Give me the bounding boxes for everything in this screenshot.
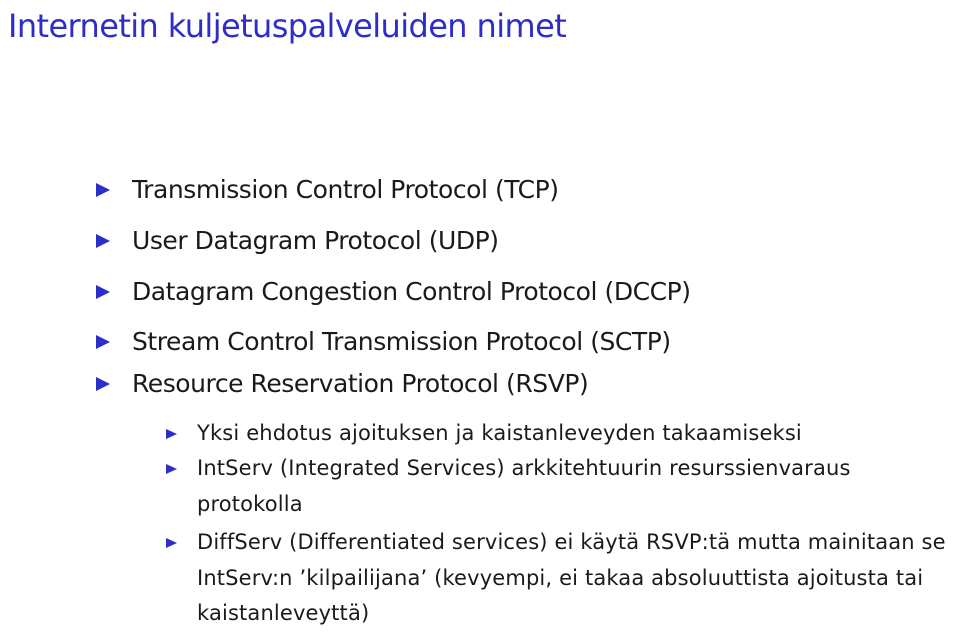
triangle-bullet-icon: [166, 429, 177, 439]
triangle-bullet-icon: [96, 234, 110, 248]
sub-list-item: [166, 525, 956, 632]
sub-list-item-text: Yksi ehdotus ajoituksen ja kaistanleveyden takaamiseksi: [197, 421, 802, 445]
triangle-bullet-icon: [96, 377, 110, 391]
sub-list-item-text: DiffServ (Differentiated services) ei käytä RSVP:tä mutta mainitaan se IntServ:n ’kilpailijana’ (kevyempi, ei takaa absoluuttista ajoitusta tai kaistanleveyttä): [197, 530, 946, 625]
list-item: [96, 324, 951, 360]
list-item: [96, 366, 951, 402]
list-item-text: User Datagram Protocol (UDP): [132, 226, 499, 255]
list-item-text: Datagram Congestion Control Protocol (DCCP): [132, 277, 691, 306]
list-item-text: Transmission Control Protocol (TCP): [132, 175, 559, 204]
sub-list-item: [166, 416, 956, 452]
triangle-bullet-icon: [166, 538, 177, 548]
list-item-text: Resource Reservation Protocol (RSVP): [132, 369, 589, 398]
sub-list-item-text: IntServ (Integrated Services) arkkitehtuurin resurssienvaraus protokolla: [197, 456, 851, 516]
triangle-bullet-icon: [166, 464, 177, 474]
sub-list-item: [166, 451, 956, 522]
list-item: [96, 274, 951, 310]
slide-title: Internetin kuljetuspalveluiden nimet: [8, 7, 567, 45]
list-item: [96, 172, 951, 208]
triangle-bullet-icon: [96, 335, 110, 349]
list-item-text: Stream Control Transmission Protocol (SCTP): [132, 327, 671, 356]
triangle-bullet-icon: [96, 285, 110, 299]
triangle-bullet-icon: [96, 183, 110, 197]
list-item: [96, 223, 951, 259]
